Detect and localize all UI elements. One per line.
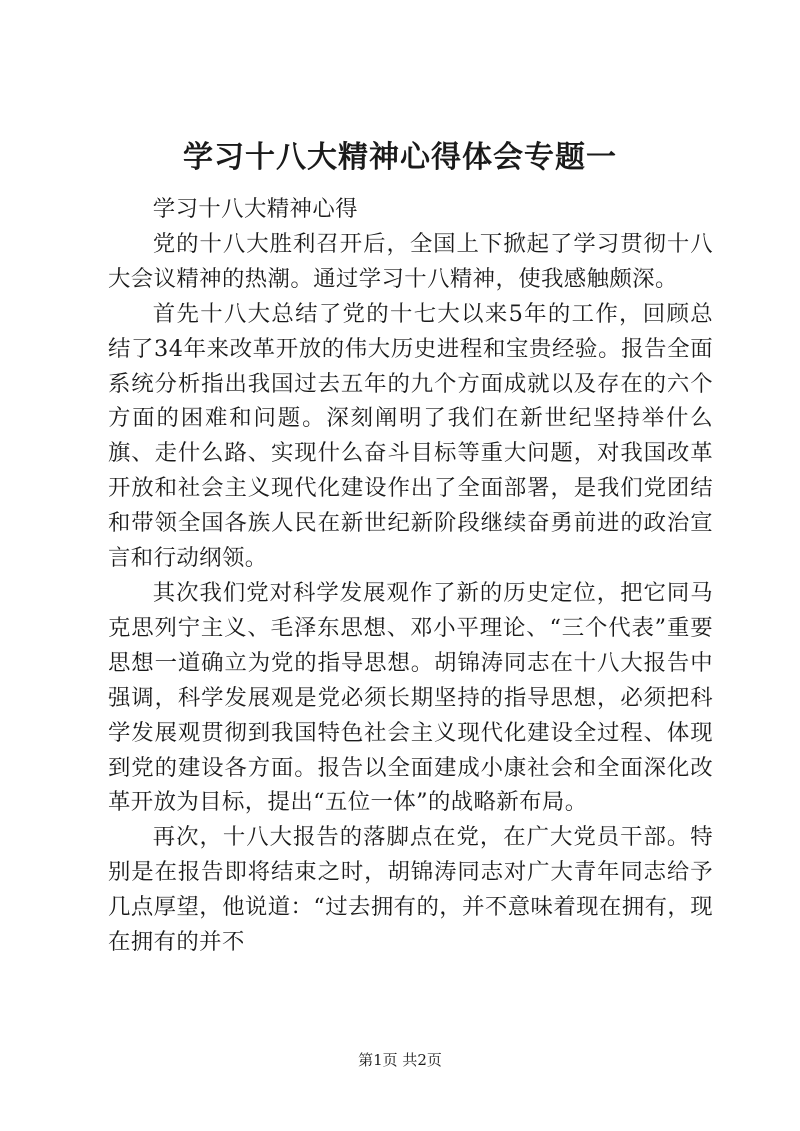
paragraph-first: 首先十八大总结了党的十七大以来5年的工作，回顾总结了34年来改革开放的伟大历史进程和宝贵经验。报告全面系统分析指出我国过去五年的九个方面成就以及存在的六个方面的困难和问题。深刻阐明了我们在新世纪坚持举什么旗、走什么路、实现什么奋斗目标等重大问题，对我国改革开放和社会主义现代化建设作出了全面部署，是我们党团结和带领全国各族人民在新世纪新阶段继续奋勇前进的政治宣言和行动纲领。 bbox=[108, 300, 713, 572]
paragraph-second: 其次我们党对科学发展观作了新的历史定位，把它同马克思列宁主义、毛泽东思想、邓小平理论、“三个代表”重要思想一道确立为党的指导思想。胡锦涛同志在十八大报告中强调，科学发展观是党必须长期坚持的指导思想，必须把科学发展观贯彻到我国特色社会主义现代化建设全过程、体现到党的建设各方面。报告以全面建成小康社会和全面深化改革开放为目标，提出“五位一体”的战略新布局。 bbox=[108, 579, 713, 816]
paragraph-intro: 党的十八大胜利召开后，全国上下掀起了学习贯彻十八大会议精神的热潮。通过学习十八精神，使我感触颇深。 bbox=[108, 230, 713, 292]
page-number-footer: 第1页 共2页 bbox=[358, 1051, 442, 1069]
document-body bbox=[108, 192, 713, 960]
document-title: 学习十八大精神心得体会专题一 bbox=[183, 140, 617, 175]
paragraph-third: 再次，十八大报告的落脚点在党，在广大党员干部。特别是在报告即将结束之时，胡锦涛同志对广大青年同志给予几点厚望，他说道：“过去拥有的，并不意味着现在拥有，现在拥有的并不 bbox=[108, 824, 713, 956]
paragraph-subtitle: 学习十八大精神心得 bbox=[152, 196, 358, 222]
